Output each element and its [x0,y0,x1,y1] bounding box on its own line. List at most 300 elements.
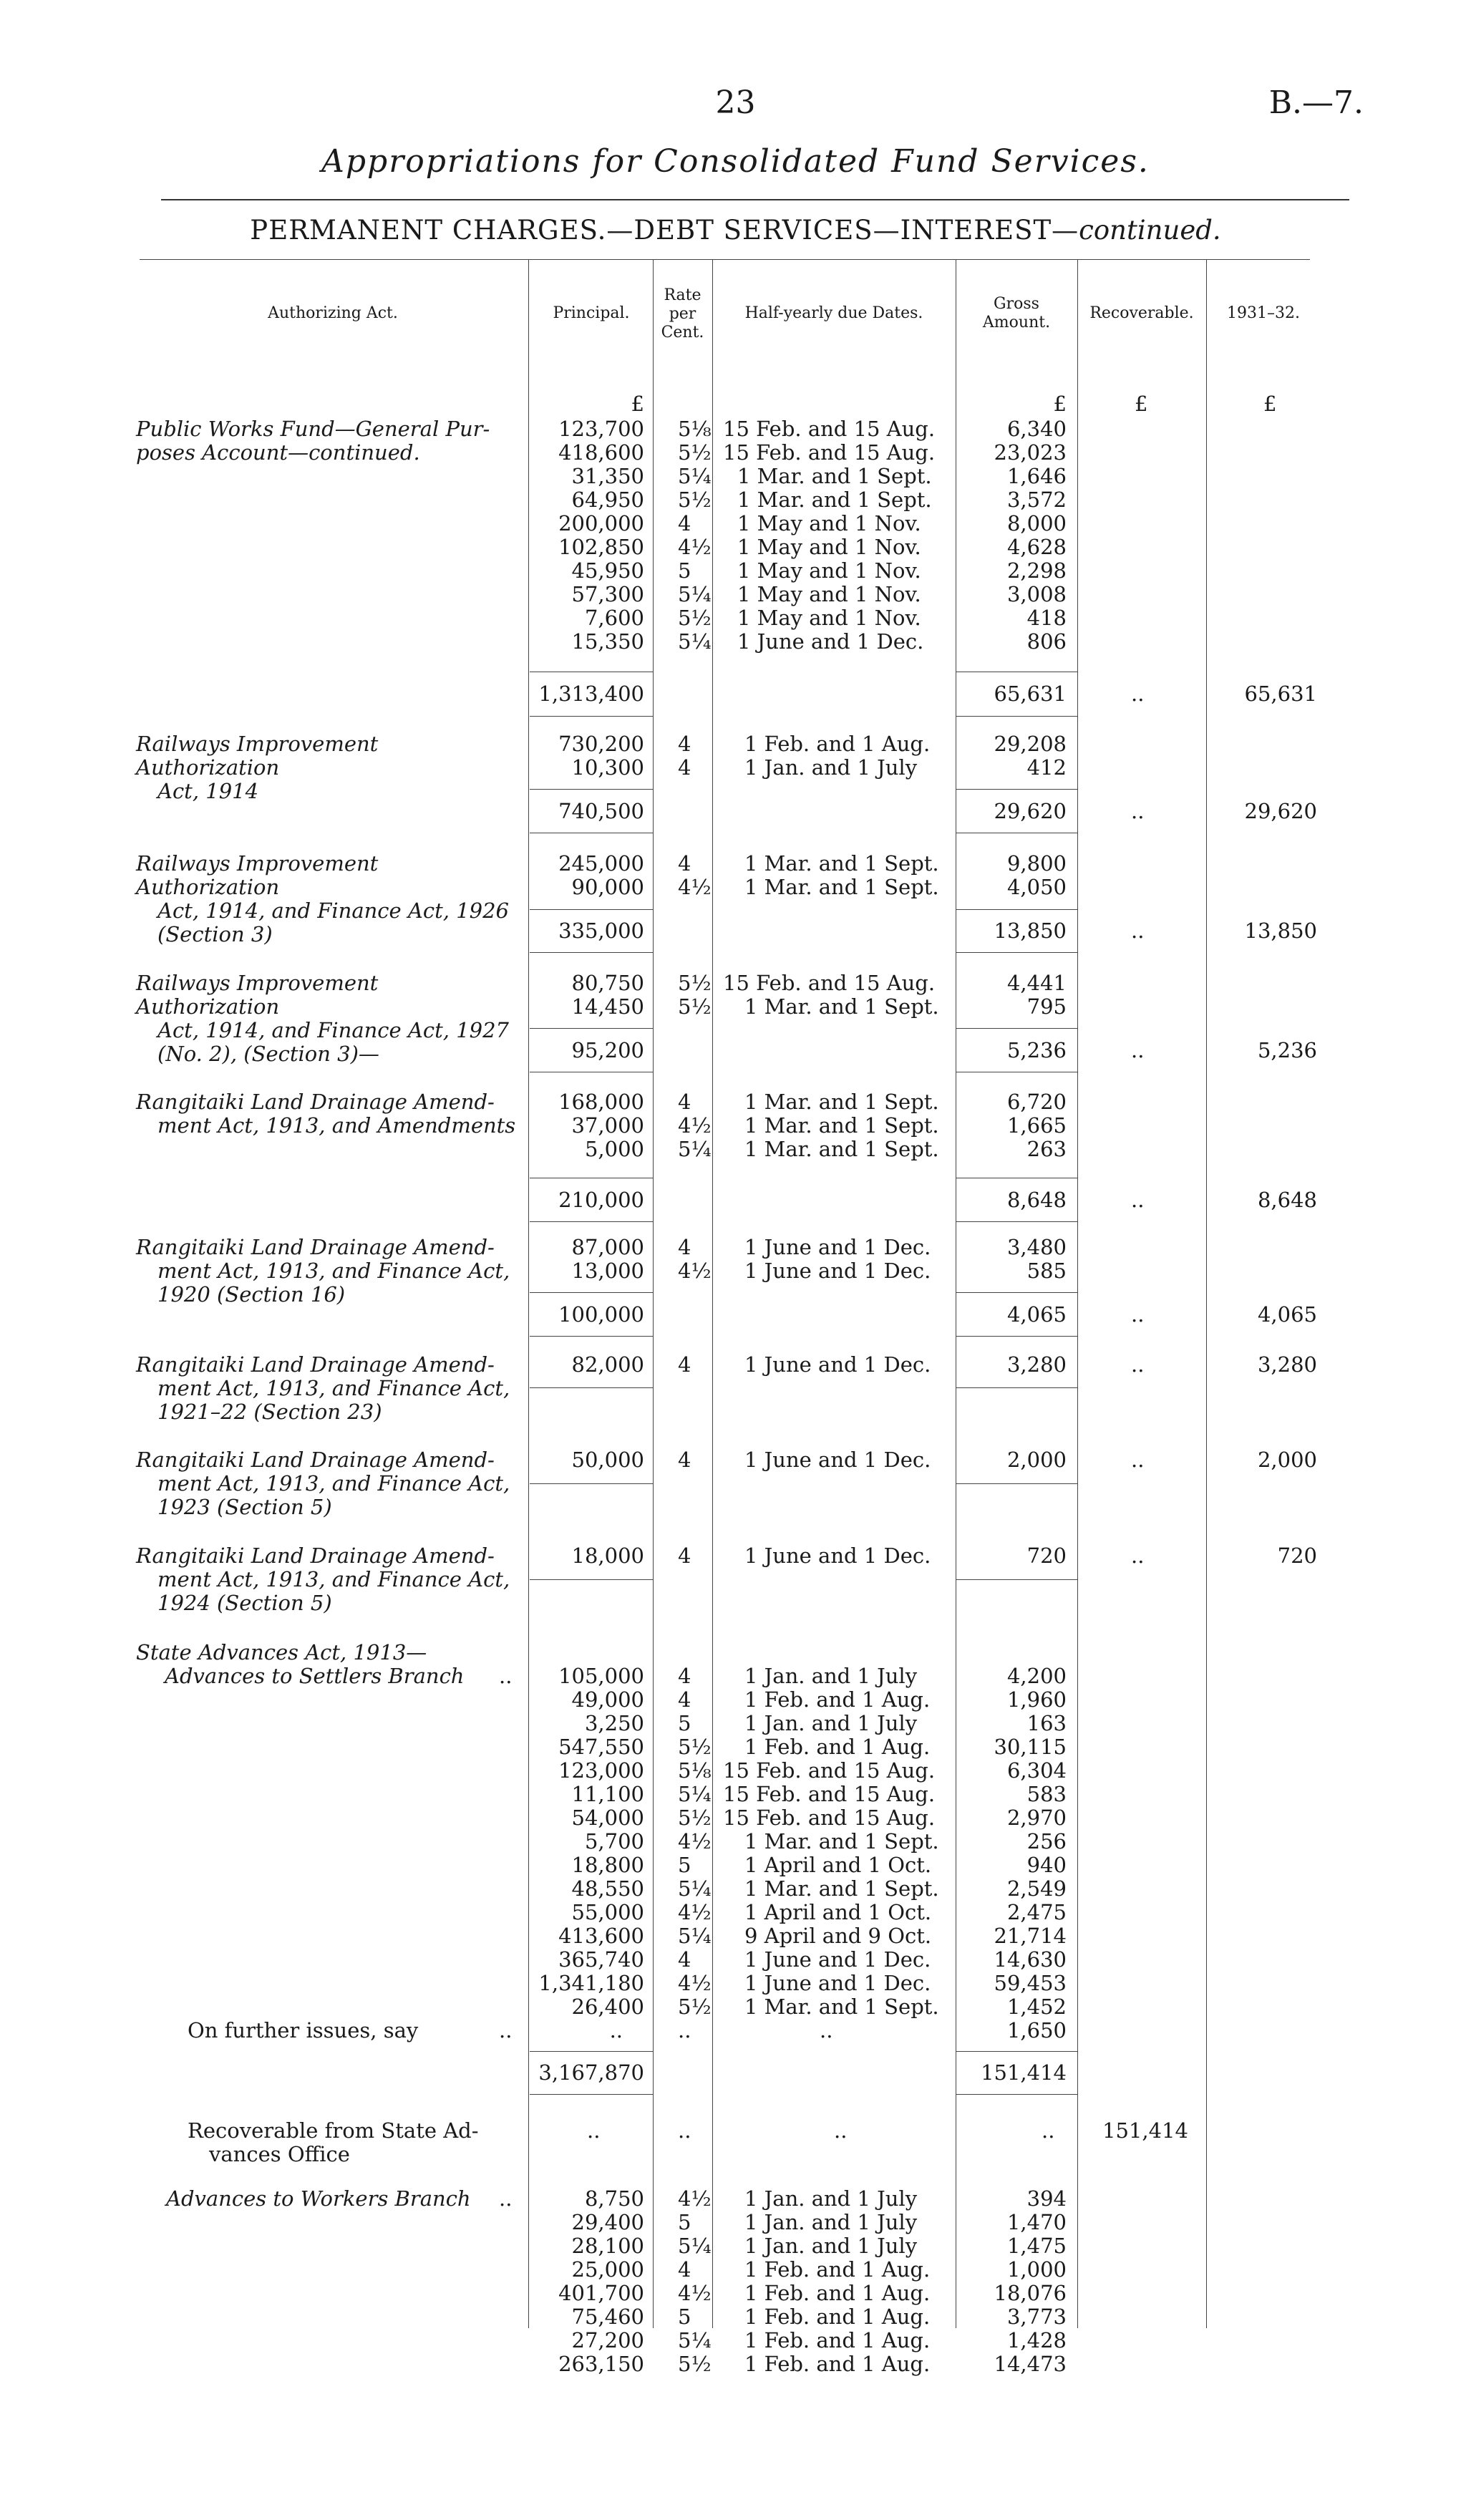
total-gross: 4,065 [1006,1302,1067,1327]
gross-cell: 29,208 [994,732,1067,756]
principal-cell: 8,750 [584,2186,644,2211]
act-line: Rangitaiki Land Drainage Amend- [136,1544,495,1568]
page-number: 23 [715,84,756,121]
act-name [136,417,523,465]
dates-cell: 1 Jan. and 1 July [744,755,918,780]
dates-cell: 1 May and 1 Nov. [737,582,921,606]
act-line: Railways Improvement Authorization [136,851,379,899]
gross-cell: 3,008 [1006,582,1067,606]
act-line: ment Act, 1913, and Finance Act, [157,1259,510,1283]
dates-cell: 15 Feb. and 15 Aug. [723,1758,936,1783]
rate-cell: 5 [678,1711,691,1735]
principal-cell: 50,000 [571,1448,644,1472]
gross-cell: 1,650 [1006,2018,1067,2042]
gross-cell: 795 [1026,994,1067,1019]
total-principal: 210,000 [558,1188,644,1212]
rate-cell: 4½ [678,1259,712,1283]
gross-cell: 2,970 [1006,1806,1067,1830]
gross-cell: 1,452 [1006,1995,1067,2019]
rate-header-line: Rate [664,286,701,304]
principal-cell: 75,460 [571,2305,644,2329]
act-line: 1921–22 (Section 23) [157,1400,382,1424]
dates-cell: 1 Jan. and 1 July [744,2186,918,2211]
gross-cell: 4,628 [1006,535,1067,559]
gross-header-line: Gross [994,295,1039,313]
rate-cell: 4 [678,732,691,756]
principal-cell: 365,740 [558,1947,644,1972]
rate-cell: 4½ [678,875,712,899]
gross-cell: 14,473 [994,2352,1067,2376]
column-rule [712,259,713,2328]
rate-cell: 4½ [678,1971,712,1995]
leader-dots: .. [499,2186,513,2211]
entry-rule [956,1387,1077,1388]
subtotal-rule [956,2051,1077,2052]
rate-cell: 5 [678,1853,691,1877]
subtotal-rule [530,909,653,910]
rate-header-line: Cent. [661,324,704,341]
rate-cell: 4 [678,1687,691,1712]
subtotal-rule [530,2051,653,2052]
subtotal-rule [530,1221,653,1222]
header-rule [140,259,1310,260]
gross-cell: 3,773 [1006,2305,1067,2329]
subtotal-rule [956,909,1077,910]
subtotal-rule [956,789,1077,790]
act-line: Rangitaiki Land Drainage Amend- [136,1352,495,1377]
dates-cell: 1 Feb. and 1 Aug. [744,1735,931,1759]
recoverable-label [188,2119,503,2166]
dates-cell: 1 May and 1 Nov. [737,535,921,559]
gross-header-line: Amount. [982,314,1051,331]
subtotal-rule [956,716,1077,717]
dates-cell: 1 Mar. and 1 Sept. [744,1829,939,1853]
subtotal-rule [956,1028,1077,1029]
gross-cell: 256 [1026,1829,1067,1853]
rate-cell: 4½ [678,1113,712,1138]
gross-cell: 163 [1026,1711,1067,1735]
act-line: ment Act, 1913, and Amendments [157,1113,516,1138]
dates-cell: 1 June and 1 Dec. [744,1259,931,1283]
recoverable-cell: .. [1131,1544,1145,1568]
rate-cell: 4½ [678,2186,712,2211]
principal-cell: 82,000 [571,1352,644,1377]
rate-cell: 5¼ [678,1924,712,1948]
total-gross: 151,414 [981,2060,1067,2085]
total-principal: 1,313,400 [538,682,644,706]
leader-dots: .. [499,2018,513,2042]
gross-cell: 2,298 [1006,558,1067,583]
act-line: 1920 (Section 16) [157,1282,346,1307]
total-gross: 13,850 [994,919,1067,943]
act-name [136,1236,523,1307]
gross-cell: 806 [1026,629,1067,654]
rate-cell: 5¼ [678,629,712,654]
dates-cell: 1 Mar. and 1 Sept. [744,1995,939,2019]
leader-dots: .. [499,1664,513,1688]
principal-cell: 45,950 [571,558,644,583]
act-name: State Advances Act, 1913— [136,1640,427,1664]
principal-cell: .. [587,2118,601,2143]
principal-cell: 200,000 [558,511,644,536]
principal-cell: 10,300 [571,755,644,780]
year-cell: 720 [1277,1544,1317,1568]
total-year: 4,065 [1257,1302,1317,1327]
gross-cell: 4,050 [1006,875,1067,899]
dates-cell: 1 Mar. and 1 Sept. [744,1113,939,1138]
rate-cell: 5½ [678,1995,712,2019]
gross-cell: 720 [1026,1544,1067,1568]
principal-cell: 54,000 [571,1806,644,1830]
dates-cell: 1 Jan. and 1 July [744,1711,918,1735]
dates-cell: 1 June and 1 Dec. [737,629,924,654]
rate-cell: 5½ [678,971,712,995]
rate-cell: 4 [678,851,691,876]
principal-cell: 7,600 [584,606,644,630]
year-cell: 3,280 [1257,1352,1317,1377]
dates-cell: 15 Feb. and 15 Aug. [723,1782,936,1806]
currency-year: £ [1263,392,1277,416]
subtitle-main: PERMANENT CHARGES.—DEBT SERVICES—INTEREST— [250,215,1079,246]
principal-cell: 18,000 [571,1544,644,1568]
gross-cell: 1,428 [1006,2328,1067,2352]
gross-cell: 1,960 [1006,1687,1067,1712]
branch-name: Advances to Settlers Branch [165,1664,465,1688]
total-gross: 29,620 [994,799,1067,823]
col-header-principal: Principal. [553,304,630,322]
principal-cell: .. [609,2018,623,2042]
title-rule [161,199,1349,200]
col-header-dates: Half-yearly due Dates. [744,304,923,322]
entry-rule [530,1387,653,1388]
act-line: Rangitaiki Land Drainage Amend- [136,1448,495,1472]
gross-cell: 6,340 [1006,417,1067,441]
total-principal: 3,167,870 [538,2060,644,2085]
gross-cell: 3,572 [1006,488,1067,512]
col-header-gross [956,295,1077,332]
dates-cell: .. [820,2018,833,2042]
rate-header-line: per [669,305,696,323]
gross-cell: 2,000 [1006,1448,1067,1472]
dates-cell: 1 June and 1 Dec. [744,1947,931,1972]
rate-cell: 5⅛ [678,1758,712,1783]
gross-cell: 1,000 [1006,2257,1067,2282]
rate-cell: 5 [678,2305,691,2329]
rate-cell: 5¼ [678,1782,712,1806]
act-line: Railways Improvement Authorization [136,971,379,1019]
principal-cell: 64,950 [571,488,644,512]
act-name [136,1448,523,1519]
act-name [136,1544,523,1615]
dates-cell: 1 Jan. and 1 July [744,1664,918,1688]
gross-cell: 14,630 [994,1947,1067,1972]
total-principal: 335,000 [558,919,644,943]
act-line: 1924 (Section 5) [157,1591,332,1615]
entry-rule [956,1483,1077,1484]
rate-cell: 5½ [678,488,712,512]
principal-cell: 105,000 [558,1664,644,1688]
principal-cell: 90,000 [571,875,644,899]
principal-cell: 27,200 [571,2328,644,2352]
rate-cell: 5½ [678,1735,712,1759]
dates-cell: 1 Feb. and 1 Aug. [744,2328,931,2352]
rate-cell: .. [678,2018,691,2042]
further-issues-label: On further issues, say [188,2018,419,2042]
subtotal-rule [956,2094,1077,2095]
recoverable-label-line: vances Office [209,2142,350,2166]
act-name [136,1090,523,1138]
act-line: Act, 1914, and Finance Act, 1927 [157,1018,510,1042]
dates-cell: 1 April and 1 Oct. [744,1900,932,1924]
total-year: 65,631 [1244,682,1317,706]
gross-cell: 1,475 [1006,2234,1067,2258]
principal-cell: 87,000 [571,1235,644,1259]
total-recoverable: .. [1131,799,1145,823]
subtotal-rule [530,952,653,953]
dates-cell: 1 Feb. and 1 Aug. [744,2305,931,2329]
gross-cell: 6,304 [1006,1758,1067,1783]
dates-cell: 15 Feb. and 15 Aug. [723,440,936,465]
principal-cell: 168,000 [558,1090,644,1114]
act-name [136,971,523,1066]
dates-cell: 1 Jan. and 1 July [744,2210,918,2234]
rate-cell: 4½ [678,535,712,559]
subtotal-rule [530,2094,653,2095]
act-line: (Section 3) [157,922,273,946]
rate-cell: 4 [678,1664,691,1688]
entry-rule [530,1579,653,1580]
gross-cell: 1,646 [1006,464,1067,488]
dates-cell: 1 May and 1 Nov. [737,606,921,630]
gross-cell: 21,714 [994,1924,1067,1948]
principal-cell: 3,250 [584,1711,644,1735]
branch-name: Advances to Workers Branch [166,2186,471,2211]
act-name [136,852,523,946]
principal-cell: 730,200 [558,732,644,756]
principal-cell: 28,100 [571,2234,644,2258]
total-principal: 95,200 [571,1038,644,1062]
rate-cell: 5 [678,558,691,583]
rate-cell: 5¼ [678,2234,712,2258]
gross-cell: 9,800 [1006,851,1067,876]
rate-cell: 5½ [678,2352,712,2376]
recoverable-cell: .. [1131,1352,1145,1377]
entry-rule [956,1579,1077,1580]
dates-cell: 1 June and 1 Dec. [744,1971,931,1995]
principal-cell: 1,341,180 [538,1971,644,1995]
gross-cell: 23,023 [994,440,1067,465]
rate-cell: 5½ [678,440,712,465]
rate-cell: 5¼ [678,2328,712,2352]
act-line: Rangitaiki Land Drainage Amend- [136,1235,495,1259]
rate-cell: 4 [678,1235,691,1259]
section-subtitle [0,215,1471,246]
gross-cell: 2,549 [1006,1876,1067,1901]
gross-cell: 412 [1026,755,1067,780]
dates-cell: 1 June and 1 Dec. [744,1544,931,1568]
act-line: Act, 1914 [157,779,259,803]
gross-cell: 585 [1026,1259,1067,1283]
dates-cell: 1 June and 1 Dec. [744,1352,931,1377]
principal-cell: 401,700 [558,2281,644,2305]
gross-cell: 394 [1026,2186,1067,2211]
act-line: Act, 1914, and Finance Act, 1926 [157,898,510,923]
dates-cell: 1 Jan. and 1 July [744,2234,918,2258]
principal-cell: 245,000 [558,851,644,876]
gross-cell: 6,720 [1006,1090,1067,1114]
principal-cell: 49,000 [571,1687,644,1712]
dates-cell: 15 Feb. and 15 Aug. [723,417,936,441]
subtotal-rule [956,1292,1077,1293]
act-line: poses Account—continued. [136,440,420,465]
gross-cell: 3,280 [1006,1352,1067,1377]
total-year: 13,850 [1244,919,1317,943]
total-year: 8,648 [1257,1188,1317,1212]
rate-cell: 5¼ [678,1137,712,1161]
subtotal-rule [956,1336,1077,1337]
principal-cell: 80,750 [571,971,644,995]
total-gross: 5,236 [1006,1038,1067,1062]
currency-recoverable: £ [1135,392,1148,416]
principal-cell: 11,100 [571,1782,644,1806]
principal-cell: 102,850 [558,535,644,559]
rate-cell: 5¼ [678,464,712,488]
principal-cell: 37,000 [571,1113,644,1138]
rate-cell: 5¼ [678,582,712,606]
principal-cell: 26,400 [571,1995,644,2019]
gross-cell: 4,200 [1006,1664,1067,1688]
act-line: Railways Improvement Authorization [136,732,379,780]
principal-cell: 25,000 [571,2257,644,2282]
dates-cell: 1 Mar. and 1 Sept. [744,851,939,876]
dates-cell: 1 Mar. and 1 Sept. [744,1090,939,1114]
rate-cell: 5⅛ [678,417,712,441]
recoverable-cell: .. [1131,1448,1145,1472]
dates-cell: 1 May and 1 Nov. [737,511,921,536]
act-line: (No. 2), (Section 3)— [157,1042,379,1066]
dates-cell: 1 Feb. and 1 Aug. [744,2281,931,2305]
dates-cell: 1 Mar. and 1 Sept. [737,464,932,488]
dates-cell: 1 April and 1 Oct. [744,1853,932,1877]
subtitle-continued: continued. [1079,215,1221,246]
subtotal-rule [530,1292,653,1293]
principal-cell: 13,000 [571,1259,644,1283]
principal-cell: 413,600 [558,1924,644,1948]
dates-cell: 1 June and 1 Dec. [744,1235,931,1259]
column-rule [1077,259,1078,2328]
gross-cell: 3,480 [1006,1235,1067,1259]
dates-cell: 15 Feb. and 15 Aug. [723,971,936,995]
rate-cell: .. [678,2118,691,2143]
subtotal-rule [956,952,1077,953]
act-name [136,732,523,803]
principal-cell: 5,000 [584,1137,644,1161]
year-cell: 2,000 [1257,1448,1317,1472]
rate-cell: 5½ [678,606,712,630]
gross-cell: 1,470 [1006,2210,1067,2234]
total-gross: 65,631 [994,682,1067,706]
col-header-rate [653,286,712,342]
act-name [136,1353,523,1424]
dates-cell: 1 Feb. and 1 Aug. [744,732,931,756]
rate-cell: 4½ [678,1829,712,1853]
gross-cell: 18,076 [994,2281,1067,2305]
dates-cell: 1 Mar. and 1 Sept. [744,1137,939,1161]
rate-cell: 4 [678,1544,691,1568]
act-line: ment Act, 1913, and Finance Act, [157,1376,510,1400]
currency-gross: £ [1053,392,1067,416]
principal-cell: 14,450 [571,994,644,1019]
column-rule [528,259,529,2328]
recoverable-cell: 151,414 [1102,2118,1188,2143]
column-rule [653,259,654,2328]
total-principal: 740,500 [558,799,644,823]
subtotal-rule [530,789,653,790]
total-year: 5,236 [1257,1038,1317,1062]
gross-cell: 4,441 [1006,971,1067,995]
subtotal-rule [530,1336,653,1337]
page-title: Appropriations for Consolidated Fund Services. [321,143,1150,180]
total-gross: 8,648 [1006,1188,1067,1212]
dates-cell: 1 Feb. and 1 Aug. [744,1687,931,1712]
gross-cell: 8,000 [1006,511,1067,536]
dates-cell: 1 Mar. and 1 Sept. [744,994,939,1019]
rate-cell: 4½ [678,1900,712,1924]
gross-cell: 940 [1026,1853,1067,1877]
entry-rule [530,1483,653,1484]
principal-cell: 123,000 [558,1758,644,1783]
principal-cell: 418,600 [558,440,644,465]
dates-cell: .. [834,2118,848,2143]
rate-cell: 4 [678,1352,691,1377]
subtotal-rule [530,1028,653,1029]
total-recoverable: .. [1131,682,1145,706]
act-line: Rangitaiki Land Drainage Amend- [136,1090,495,1114]
subtotal-rule [530,716,653,717]
rate-cell: 5 [678,2210,691,2234]
gross-cell: 2,475 [1006,1900,1067,1924]
rate-cell: 4 [678,755,691,780]
gross-cell: 59,453 [994,1971,1067,1995]
col-header-year: 1931–32. [1227,304,1300,322]
rate-cell: 4 [678,1947,691,1972]
subtotal-rule [956,1221,1077,1222]
rate-cell: 4 [678,2257,691,2282]
dates-cell: 15 Feb. and 15 Aug. [723,1806,936,1830]
dates-cell: 1 Feb. and 1 Aug. [744,2257,931,2282]
col-header-recoverable: Recoverable. [1089,304,1194,322]
gross-cell: 418 [1026,606,1067,630]
rate-cell: 4 [678,511,691,536]
dates-cell: 9 April and 9 Oct. [744,1924,932,1948]
rate-cell: 4 [678,1090,691,1114]
principal-cell: 57,300 [571,582,644,606]
dates-cell: 1 Mar. and 1 Sept. [737,488,932,512]
principal-cell: 31,350 [571,464,644,488]
principal-cell: 263,150 [558,2352,644,2376]
gross-cell: 583 [1026,1782,1067,1806]
act-line: 1923 (Section 5) [157,1495,332,1519]
principal-cell: 55,000 [571,1900,644,1924]
total-recoverable: .. [1131,919,1145,943]
total-recoverable: .. [1131,1038,1145,1062]
dates-cell: 1 Mar. and 1 Sept. [744,875,939,899]
total-year: 29,620 [1244,799,1317,823]
principal-cell: 547,550 [558,1735,644,1759]
act-line: ment Act, 1913, and Finance Act, [157,1471,510,1496]
col-header-act: Authorizing Act. [268,304,398,322]
dates-cell: 1 Feb. and 1 Aug. [744,2352,931,2376]
